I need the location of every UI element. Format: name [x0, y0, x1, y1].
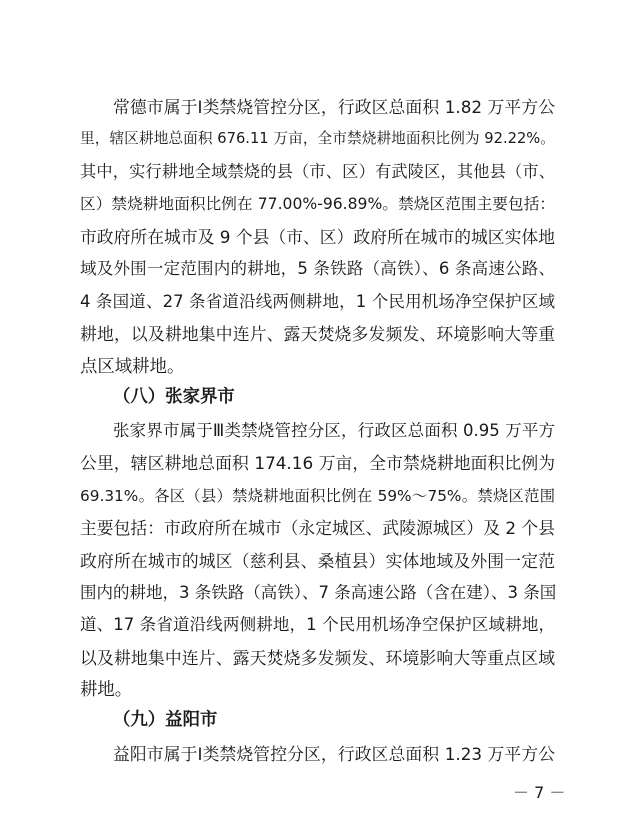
page-number: － 7 －: [513, 783, 566, 802]
text-line: 其中，实行耕地全域禁烧的县（市、区）有武陵区，其他县（市、: [80, 162, 555, 181]
text-line: 域及外围一定范围内的耕地，5 条铁路（高铁）、6 条高速公路、: [80, 259, 555, 278]
section-heading-zhangjiajie: （八）张家界市: [113, 387, 235, 407]
text-line: 以及耕地集中连片、露天焚烧多发频发、环境影响大等重点区域: [80, 648, 555, 668]
text-line: 点区域耕地。: [80, 357, 185, 377]
text-line: 道、17 条省道沿线两侧耕地，1 个民用机场净空保护区域耕地，: [80, 615, 555, 634]
text-line: 围内的耕地，3 条铁路（高铁）、7 条高速公路（含在建）、3 条国: [80, 583, 557, 602]
text-line: 公里，辖区耕地总面积 174.16 万亩，全市禁烧耕地面积比例为: [80, 453, 555, 473]
text-line: 市政府所在城市及 9 个县（市、区）政府所在城市的城区实体地: [80, 227, 555, 247]
text-line: 69.31%。各区（县）禁烧耕地面积比例在 59%～75%。禁烧区范围: [80, 487, 555, 505]
text-line: 里，辖区耕地总面积 676.11 万亩，全市禁烧耕地面积比例为 92.22%。: [80, 130, 555, 147]
text-line: 政府所在城市的城区（慈利县、桑植县）实体地域及外围一定范: [80, 551, 555, 571]
text-line: 益阳市属于Ⅰ类禁烧管控分区，行政区总面积 1.23 万平方公: [113, 744, 555, 764]
text-line: 常德市属于Ⅰ类禁烧管控分区，行政区总面积 1.82 万平方公: [113, 97, 555, 117]
text-line: 张家界市属于Ⅲ类禁烧管控分区，行政区总面积 0.95 万平方: [113, 421, 555, 440]
text-line: 区）禁烧耕地面积比例在 77.00%-96.89%。禁烧区范围主要包括：: [80, 195, 555, 213]
text-line: 4 条国道、27 条省道沿线两侧耕地，1 个民用机场净空保护区域: [80, 292, 555, 311]
text-line: 耕地，以及耕地集中连片、露天焚烧多发频发、环境影响大等重: [80, 324, 555, 344]
section-heading-yiyang: （九）益阳市: [113, 710, 218, 730]
text-line: 主要包括：市政府所在城市（永定城区、武陵源城区）及 2 个县: [80, 518, 555, 538]
text-line: 耕地。: [80, 680, 133, 700]
